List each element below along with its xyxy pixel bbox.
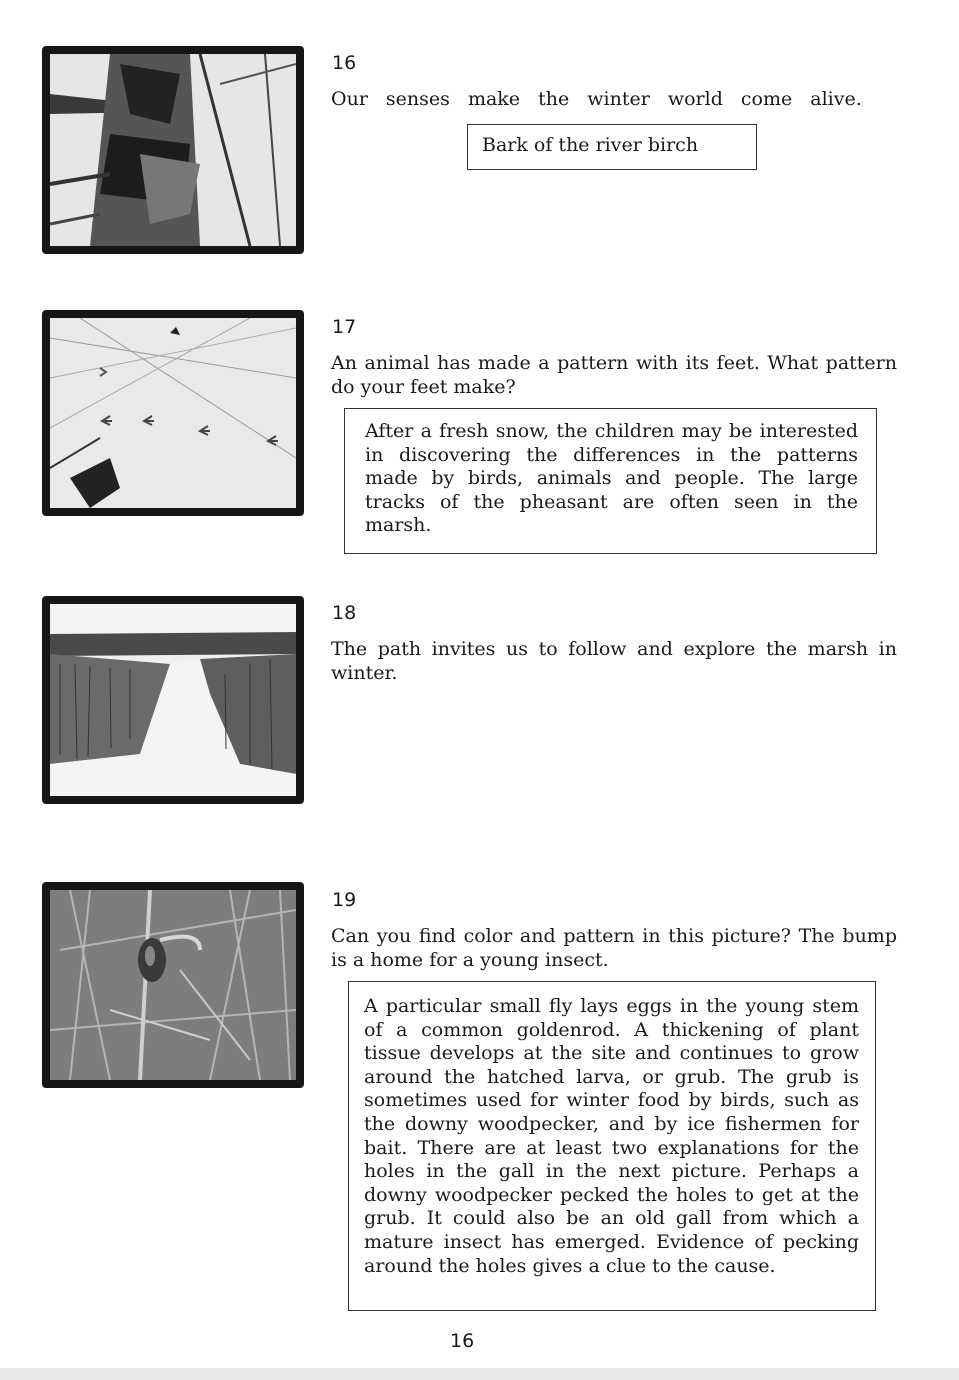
photo-goldenrod-gall <box>42 882 304 1088</box>
photo-animal-tracks <box>42 310 304 516</box>
page-number: 16 <box>450 1330 475 1352</box>
note-text: Bark of the river birch <box>482 134 699 156</box>
section-number: 16 <box>332 52 357 74</box>
note-text: After a fresh snow, the children may be interested in discovering the differences in the patterns made by birds, animals and people. The large tracks of the pheasant are often seen in the marsh. <box>365 420 858 537</box>
note-box <box>348 981 876 1311</box>
section-caption: An animal has made a pattern with its feet. What pattern do your feet make? <box>331 352 897 398</box>
page-bottom-shadow <box>0 1368 959 1380</box>
note-text: A particular small fly lays eggs in the young stem of a common goldenrod. A thickening of plant tissue develops at the site and continues to grow around the hatched larva, or grub. The grub is sometimes used for winter food by birds, such as the downy woodpecker, and by ice fishermen for bait. There are at least two explanations for the holes in the gall in the next picture. Perhaps a downy woodpecker pecked the holes to get at the grub. It could also be an old gall from which a mature insect has emerged. Evidence of pecking around the holes gives a clue to the cause. <box>364 995 859 1277</box>
section-number: 17 <box>332 316 357 338</box>
section-caption: Our senses make the winter world come alive. <box>331 88 862 110</box>
note-box <box>467 124 757 170</box>
photo-marsh-path <box>42 596 304 804</box>
section-caption: Can you find color and pattern in this picture? The bump is a home for a young insect. <box>331 925 897 971</box>
photo-birch-bark <box>42 46 304 254</box>
section-number: 18 <box>332 602 357 624</box>
section-caption: The path invites us to follow and explore the marsh in winter. <box>331 638 897 684</box>
note-box <box>344 408 877 554</box>
section-number: 19 <box>332 889 357 911</box>
